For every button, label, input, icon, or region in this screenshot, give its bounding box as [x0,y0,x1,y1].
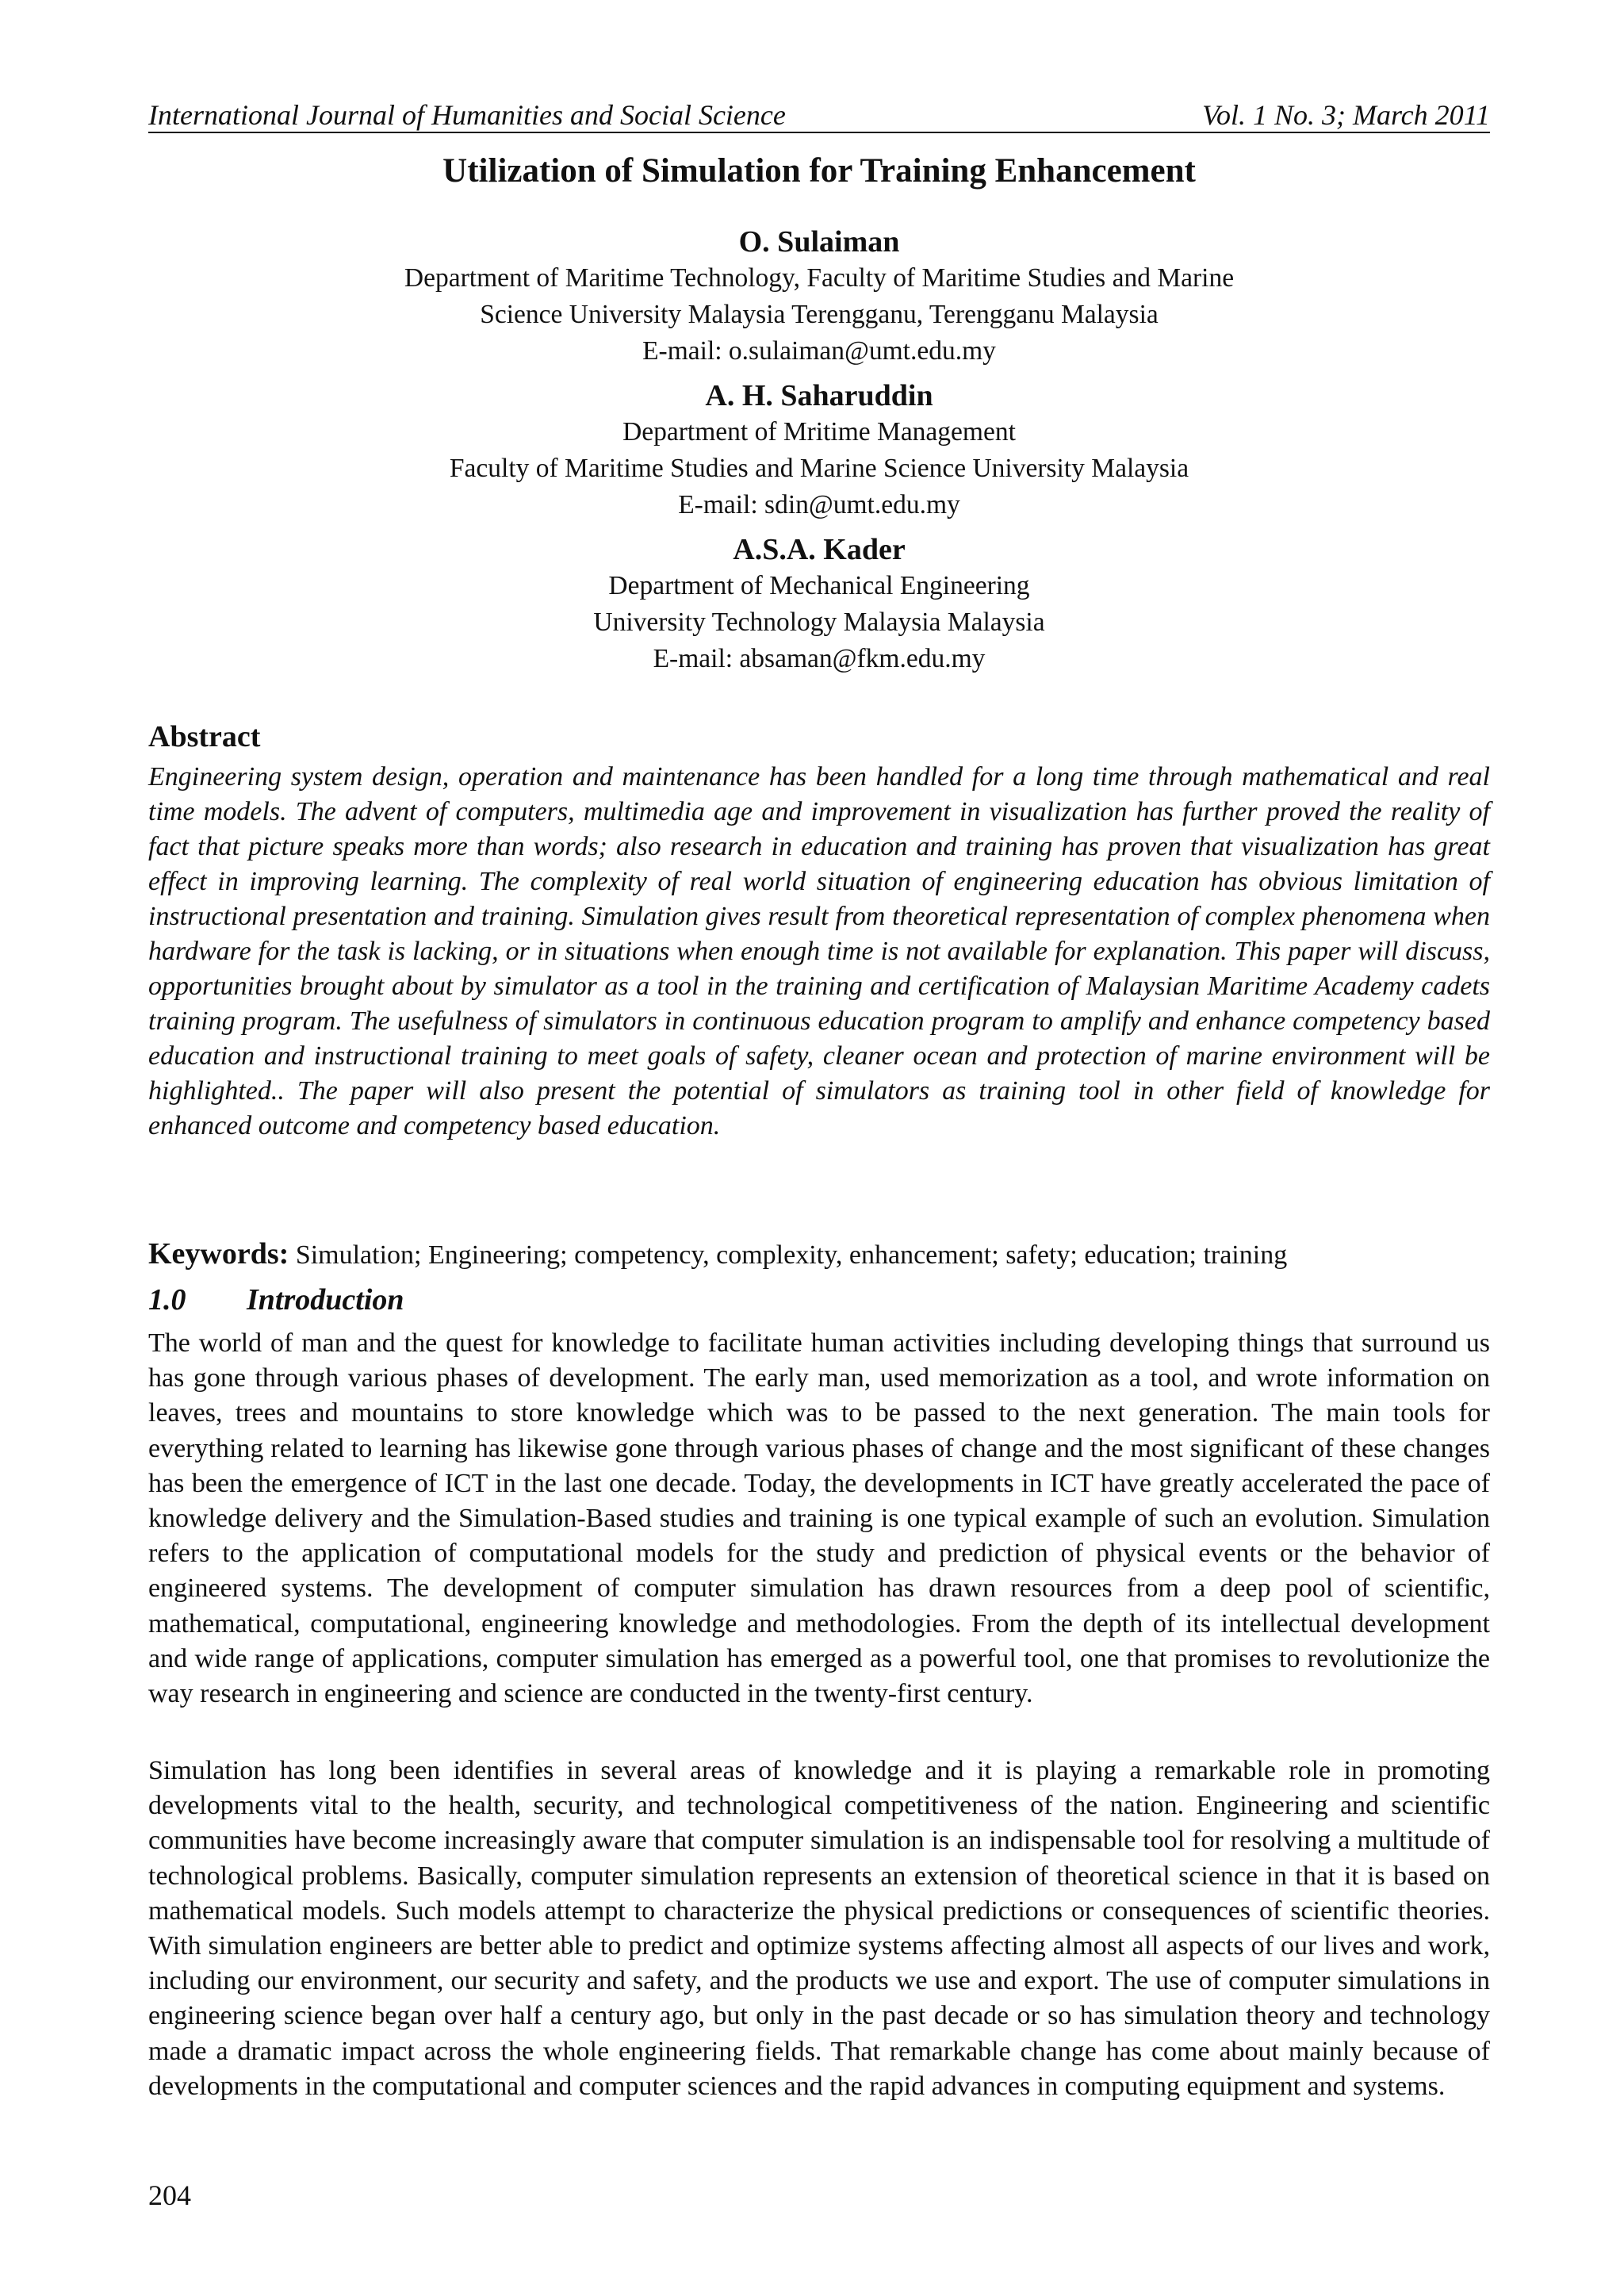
author-2 [148,378,1490,523]
body-paragraph: The world of man and the quest for knowledge to facilitate human activities including developing things that surround us has gone through various phases of development. The early man, used memorization as a tool, and wrote information on leaves, trees and mountains to store knowledge which was to be passed to the next generation. The main tools for everything related to learning has likewise gone through various phases of change and the most significant of these changes has been the emergence of ICT in the last one decade. Today, the developments in ICT have greatly accelerated the pace of knowledge delivery and the Simulation-Based studies and training is one typical example of such an evolution. Simulation refers to the application of computational models for the study and prediction of physical events or the behavior of engineered systems. The development of computer simulation has drawn resources from a deep pool of scientific, mathematical, computational, engineering knowledge and methodologies. From the depth of its intellectual development and wide range of applications, computer simulation has emerged as a powerful tool, one that promises to revolutionize the way research in engineering and science are conducted in the twenty-first century. [148,1328,1490,1709]
author-name: A. H. Saharuddin [705,379,933,412]
abstract-text: Engineering system design, operation and maintenance has been handled for a long time through mathematical and real time models. The advent of computers, multimedia age and improvement in visualization has further proved the reality of fact that picture speaks more than words; also research in education and training has proven that visualization has great effect in improving learning. The complexity of real world situation of engineering education has obvious limitation of instructional presentation and training. Simulation gives result from theoretical representation of complex phenomena when hardware for the task is lacking, or in situations when enough time is not available for explanation. This paper will discuss, opportunities brought about by simulator as a tool in the training and certification of Malaysian Maritime Academy cadets training program. The usefulness of simulators in continuous education program to amplify and enhance competency based education and instructional training to meet goals of safety, cleaner ocean and protection of marine environment will be highlighted.. The paper will also present the potential of simulators as training tool in other field of knowledge for enhanced outcome and competency based education. [148,762,1490,1140]
keywords-line [148,1236,1490,1274]
page-number: 204 [148,2179,191,2211]
author-affiliation: Science University Malaysia Terengganu, Terengganu Malaysia [480,300,1159,329]
author-3 [148,531,1490,677]
author-name: A.S.A. Kader [733,533,906,566]
paper-title: Utilization of Simulation for Training Enhancement [442,152,1196,190]
author-email: E-mail: absaman@fkm.edu.my [653,644,986,673]
author-affiliation: Department of Mechanical Engineering [608,571,1030,600]
running-header [148,98,1490,133]
author-affiliation: Faculty of Maritime Studies and Marine Science University Malaysia [449,454,1189,483]
section-number: 1.0 [148,1283,186,1317]
keywords-label: Keywords: [148,1237,289,1271]
author-email: E-mail: o.sulaiman@umt.edu.my [642,336,996,366]
volume-info: Vol. 1 No. 3; March 2011 [1202,99,1490,131]
body-paragraph: Simulation has long been identifies in several areas of knowledge and it is playing a remarkable role in promoting developments vital to the health, security, and technological competitiveness of the nation. Engineering and scientific communities have become increasingly aware that computer simulation is an indispensable tool for resolving a multitude of technological problems. Basically, computer simulation represents an extension of theoretical science in that it is based on mathematical models. Such models attempt to characterize the physical predictions or consequences of scientific theories. With simulation engineers are better able to predict and optimize systems affecting almost all aspects of our lives and work, including our environment, our security and safety, and the products we use and export. The use of computer simulations in engineering science began over half a century ago, but only in the past decade or so has simulation theory and technology made a dramatic impact across the whole engineering fields. That remarkable change has come about mainly because of developments in the computational and computer sciences and the rapid advances in computing equipment and systems. [148,1756,1490,2101]
author-affiliation: Department of Maritime Technology, Faculty of Maritime Studies and Marine [404,263,1235,293]
author-affiliation: Department of Mritime Management [622,417,1016,447]
author-1 [148,224,1490,370]
keywords-text: Simulation; Engineering; competency, complexity, enhancement; safety; education; training [289,1240,1288,1270]
section-title: Introduction [247,1283,404,1317]
author-block [148,224,1490,685]
section-heading-introduction [148,1282,404,1318]
author-affiliation: University Technology Malaysia Malaysia [593,608,1045,637]
journal-name: International Journal of Humanities and Social Science [148,99,786,131]
abstract-heading: Abstract [148,720,261,753]
author-name: O. Sulaiman [738,225,900,259]
author-email: E-mail: sdin@umt.edu.my [678,490,960,519]
